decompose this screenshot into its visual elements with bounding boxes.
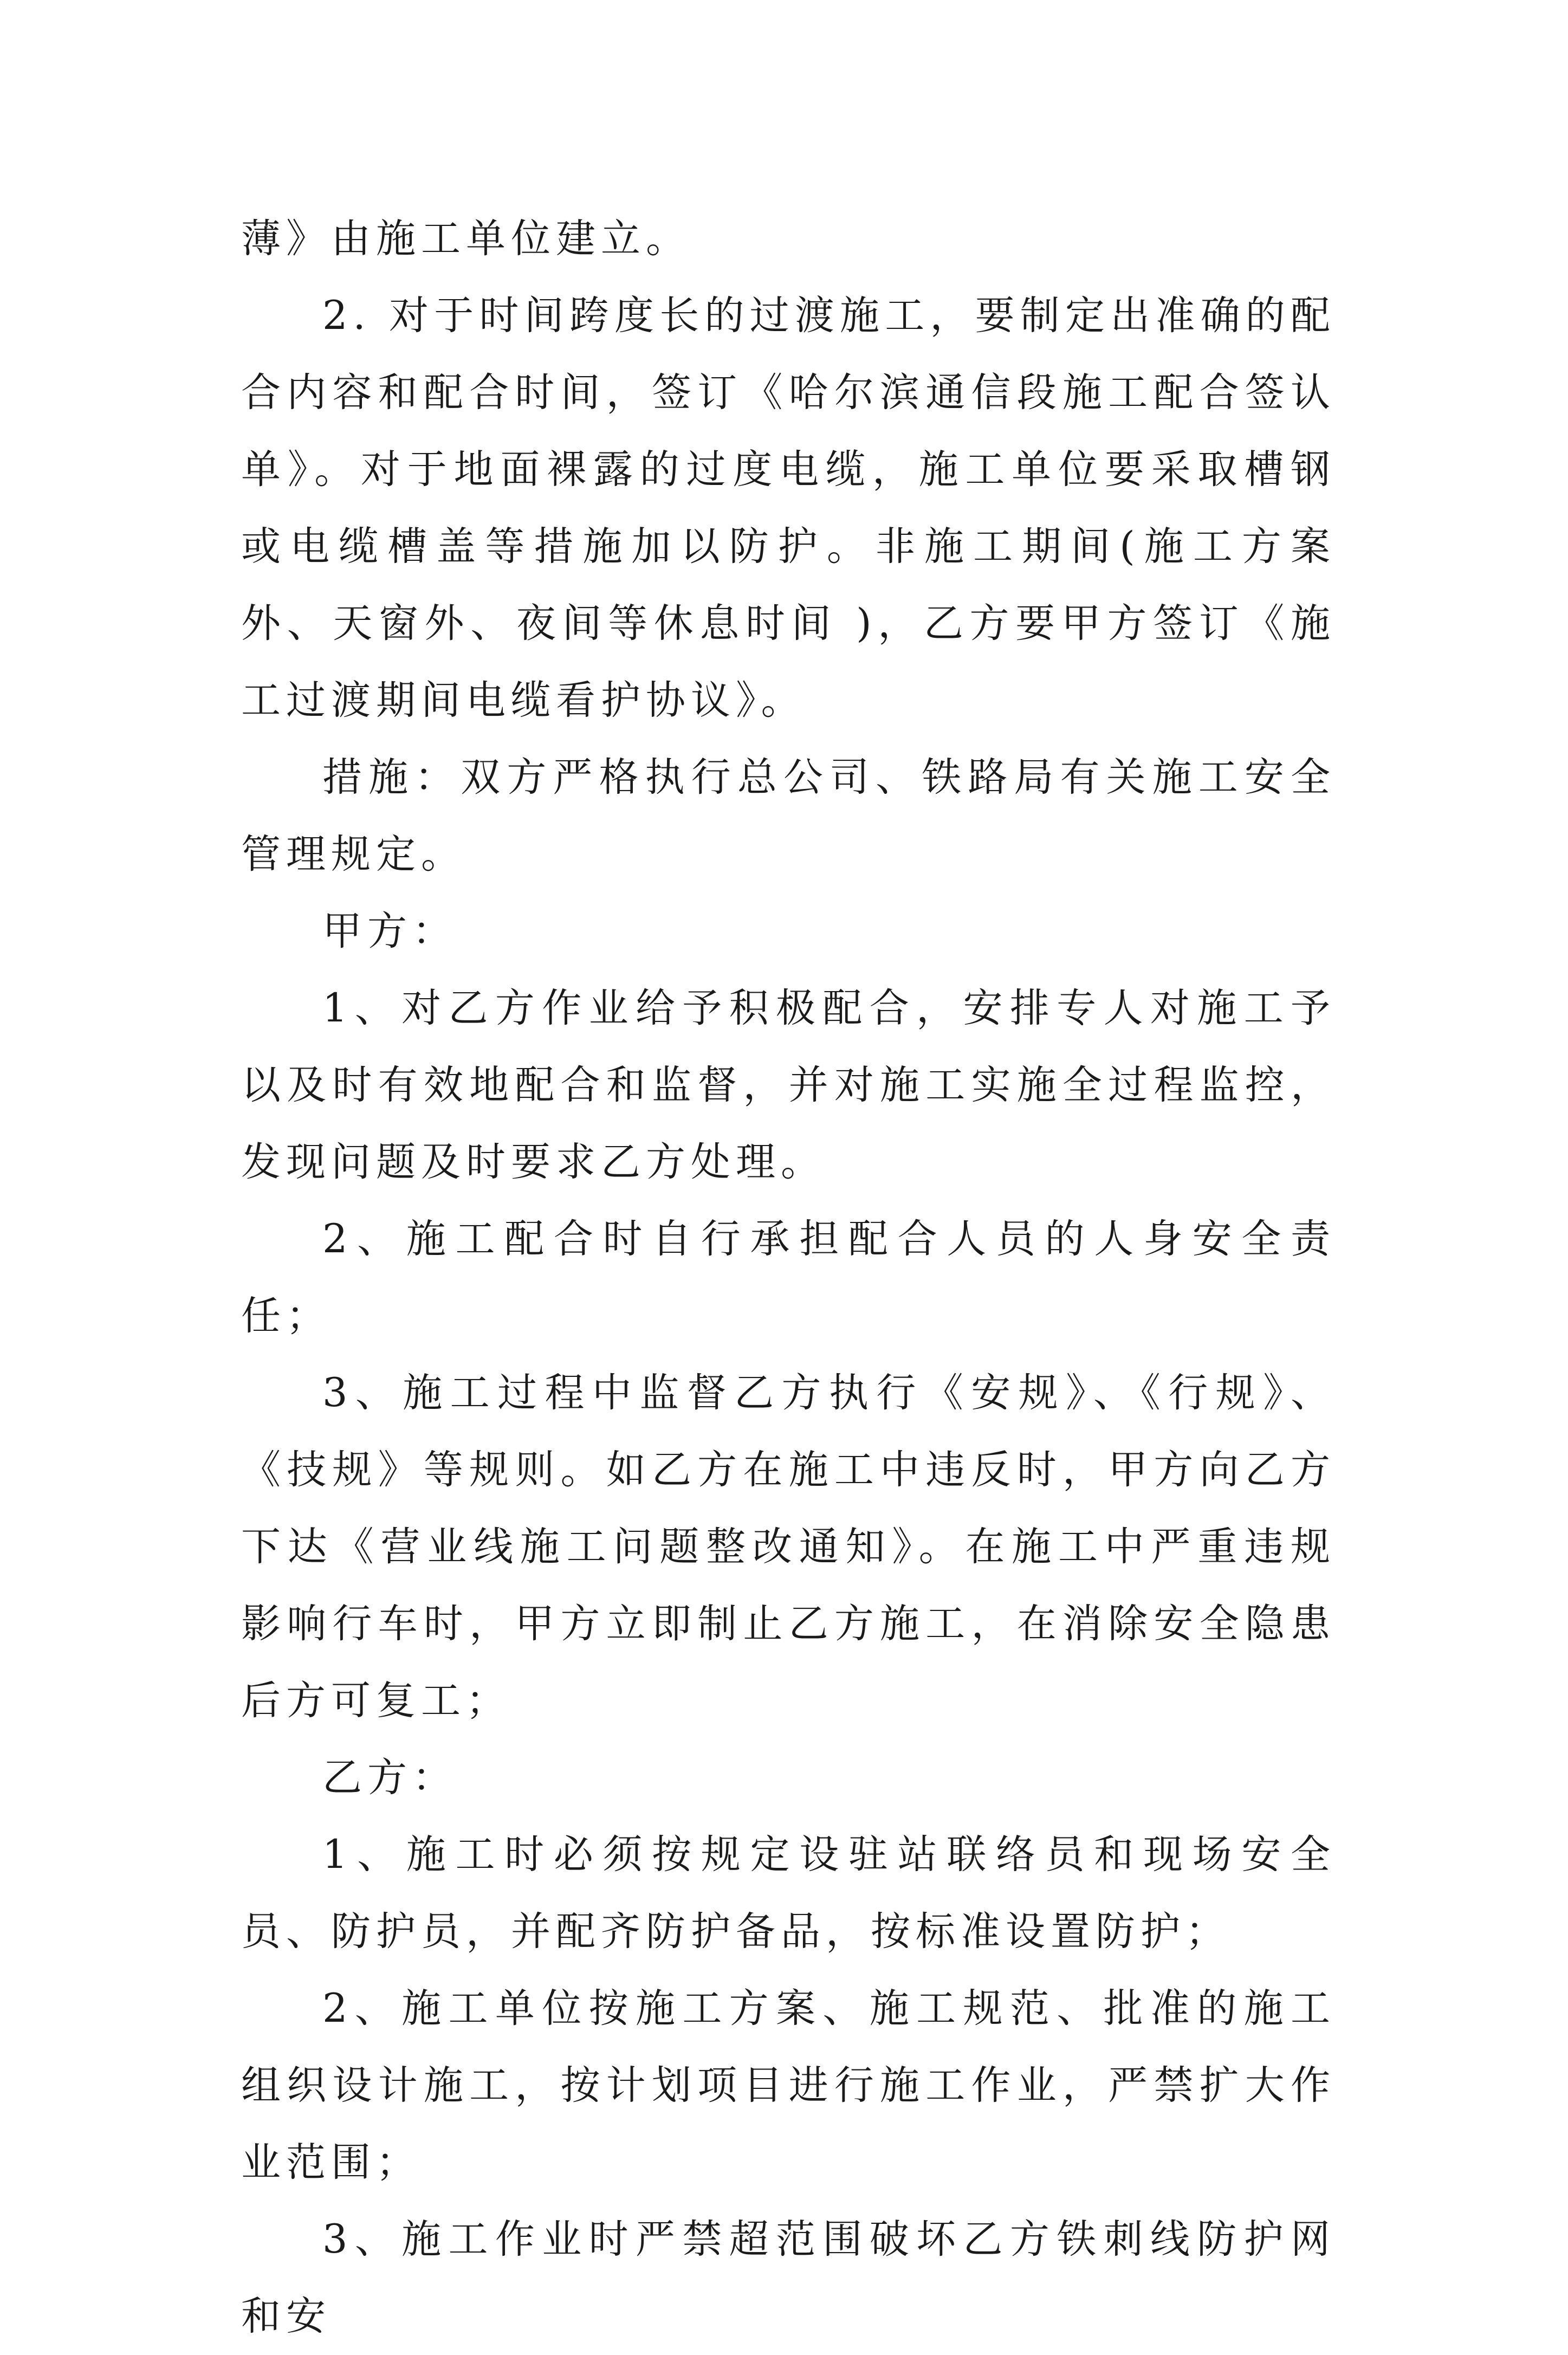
paragraph-party-a-item-3: 3、施工过程中监督乙方执行《安规》、《行规》、《技规》等规则。如乙方在施工中违反时，甲方向乙方下达《营业线施工问题整改通知》。在施工中严重违规影响行车时，甲方立即制止乙方施工，在消除安全隐患后方可复工； <box>241 1370 1336 1724</box>
paragraph-party-a-item-1: 1、对乙方作业给予积极配合，安排专人对施工予以及时有效地配合和监督，并对施工实施全过程监控，发现问题及时要求乙方处理。 <box>241 985 1336 1185</box>
paragraph-party-a-item-2: 2、施工配合时自行承担配合人员的人身安全责任； <box>241 1216 1336 1339</box>
heading-party-a: 甲方： <box>322 908 457 954</box>
paragraph-party-b-item-3: 3、施工作业时严禁超范围破坏乙方铁刺线防护网和安 <box>241 2216 1336 2339</box>
paragraph-continuation: 薄》由施工单位建立。 <box>241 216 691 262</box>
paragraph-party-b-item-2: 2、施工单位按施工方案、施工规范、批准的施工组织设计施工，按计划项目进行施工作业，严禁扩大作业范围； <box>241 1985 1336 2185</box>
document-body <box>241 200 1336 2355</box>
paragraph-item-2-transition-construction: 2. 对于时间跨度长的过渡施工，要制定出准确的配合内容和配合时间，签订《哈尔滨通信段施工配合签认单》。对于地面裸露的过度电缆，施工单位要采取槽钢或电缆槽盖等措施加以防护。非施工期间(施工方案外、天窗外、夜间等休息时间 )，乙方要甲方签订《施工过渡期间电缆看护协议》。 <box>241 293 1336 723</box>
heading-party-b: 乙方： <box>322 1755 457 1801</box>
paragraph-party-b-item-1: 1、施工时必须按规定设驻站联络员和现场安全员、防护员，并配齐防护备品，按标准设置防护； <box>241 1832 1336 1955</box>
paragraph-measures: 措施：双方严格执行总公司、铁路局有关施工安全管理规定。 <box>241 754 1336 877</box>
